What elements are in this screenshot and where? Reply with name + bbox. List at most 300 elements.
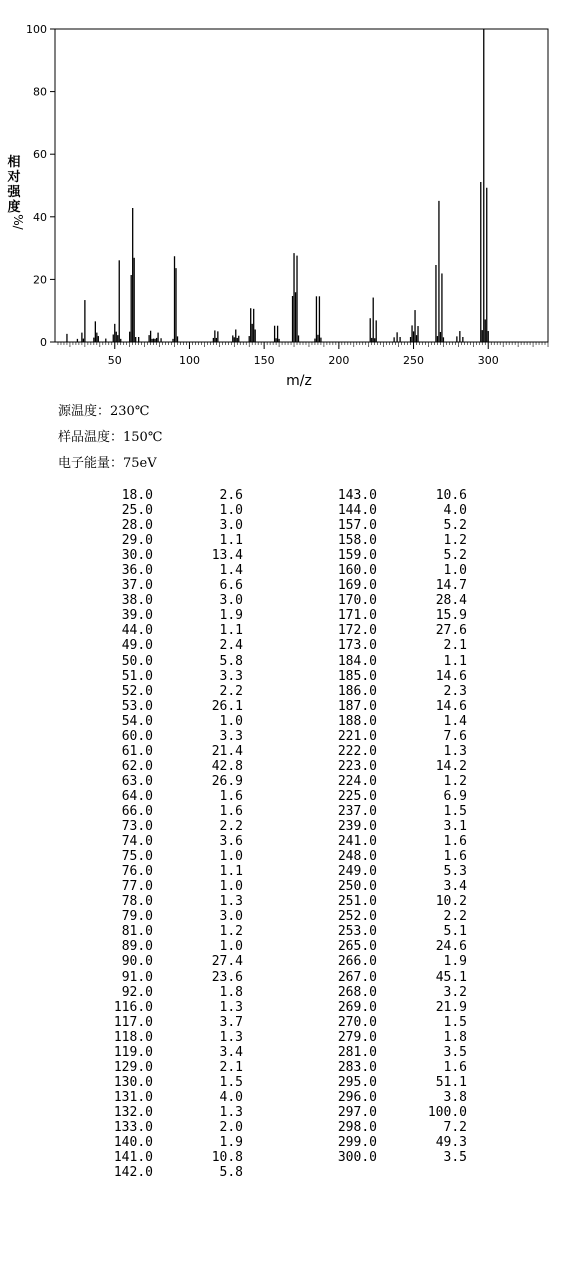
abundance-value: 1.6 xyxy=(443,1059,467,1075)
abundance-value: 2.2 xyxy=(443,909,467,925)
mz-value: 298.0 xyxy=(337,1119,377,1135)
abundance-value: 2.2 xyxy=(219,683,243,699)
abundance-value: 23.6 xyxy=(211,969,243,985)
mz-value: 75.0 xyxy=(121,849,153,865)
mz-value: 265.0 xyxy=(337,939,377,955)
mz-value: 300.0 xyxy=(337,1150,377,1166)
table-row xyxy=(302,1000,482,1015)
table-row xyxy=(302,563,482,578)
mz-value: 92.0 xyxy=(121,984,153,1000)
peak-table-left xyxy=(80,488,260,1180)
table-row xyxy=(80,729,260,744)
abundance-value: 3.8 xyxy=(443,1089,467,1105)
mz-value: 29.0 xyxy=(121,533,153,549)
table-row xyxy=(302,714,482,729)
table-row xyxy=(80,608,260,623)
mz-value: 295.0 xyxy=(337,1074,377,1090)
abundance-value: 3.5 xyxy=(443,1044,467,1060)
abundance-value: 3.0 xyxy=(219,909,243,925)
mz-value: 25.0 xyxy=(121,503,153,519)
table-row xyxy=(80,684,260,699)
abundance-value: 26.1 xyxy=(211,698,243,714)
table-row xyxy=(80,849,260,864)
table-row xyxy=(302,548,482,563)
table-row xyxy=(302,1060,482,1075)
abundance-value: 1.3 xyxy=(219,999,243,1015)
abundance-value: 3.0 xyxy=(219,518,243,534)
abundance-value: 14.6 xyxy=(435,668,467,684)
abundance-value: 28.4 xyxy=(435,593,467,609)
table-row xyxy=(80,894,260,909)
mz-value: 252.0 xyxy=(337,909,377,925)
table-row xyxy=(80,879,260,894)
abundance-value: 3.1 xyxy=(443,819,467,835)
abundance-value: 3.2 xyxy=(443,984,467,1000)
mz-value: 30.0 xyxy=(121,548,153,564)
table-row xyxy=(80,563,260,578)
mz-value: 253.0 xyxy=(337,924,377,940)
table-row xyxy=(80,1045,260,1060)
table-row xyxy=(80,1165,260,1180)
abundance-value: 21.4 xyxy=(211,743,243,759)
y-tick-label: 100 xyxy=(26,23,47,36)
x-axis-ticks xyxy=(108,342,499,367)
mz-value: 267.0 xyxy=(337,969,377,985)
mz-value: 52.0 xyxy=(121,683,153,699)
mz-value: 283.0 xyxy=(337,1059,377,1075)
table-row xyxy=(302,804,482,819)
table-row xyxy=(302,819,482,834)
table-row xyxy=(302,834,482,849)
abundance-value: 1.0 xyxy=(219,849,243,865)
mz-value: 223.0 xyxy=(337,758,377,774)
mz-value: 63.0 xyxy=(121,773,153,789)
abundance-value: 3.4 xyxy=(443,879,467,895)
abundance-value: 4.0 xyxy=(219,1089,243,1105)
table-row xyxy=(80,864,260,879)
mz-value: 18.0 xyxy=(121,488,153,503)
source-temperature: 源温度：230℃ xyxy=(58,404,150,419)
table-row xyxy=(302,954,482,969)
mz-value: 266.0 xyxy=(337,954,377,970)
abundance-value: 49.3 xyxy=(435,1135,467,1151)
abundance-value: 1.2 xyxy=(443,533,467,549)
mz-value: 39.0 xyxy=(121,608,153,624)
abundance-value: 10.2 xyxy=(435,894,467,910)
mz-value: 131.0 xyxy=(113,1089,153,1105)
mz-value: 159.0 xyxy=(337,548,377,564)
abundance-value: 1.0 xyxy=(219,939,243,955)
mz-value: 184.0 xyxy=(337,653,377,669)
abundance-value: 1.6 xyxy=(443,834,467,850)
peak-bars xyxy=(67,29,488,342)
abundance-value: 1.4 xyxy=(443,713,467,729)
mz-value: 78.0 xyxy=(121,894,153,910)
table-row xyxy=(80,985,260,1000)
abundance-value: 5.8 xyxy=(219,1165,243,1181)
abundance-value: 27.6 xyxy=(435,623,467,639)
mz-value: 169.0 xyxy=(337,578,377,594)
abundance-value: 13.4 xyxy=(211,548,243,564)
mz-value: 81.0 xyxy=(121,924,153,940)
table-row xyxy=(302,654,482,669)
abundance-value: 3.3 xyxy=(219,668,243,684)
table-row xyxy=(302,1135,482,1150)
table-row xyxy=(302,518,482,533)
table-row xyxy=(302,638,482,653)
mz-value: 250.0 xyxy=(337,879,377,895)
abundance-value: 1.1 xyxy=(219,623,243,639)
y-tick-label: 0 xyxy=(40,336,47,349)
mz-value: 224.0 xyxy=(337,773,377,789)
mz-value: 37.0 xyxy=(121,578,153,594)
mz-value: 251.0 xyxy=(337,894,377,910)
mz-value: 79.0 xyxy=(121,909,153,925)
x-tick-label: 300 xyxy=(477,354,499,367)
abundance-value: 1.8 xyxy=(443,1029,467,1045)
mz-value: 225.0 xyxy=(337,788,377,804)
mz-value: 248.0 xyxy=(337,849,377,865)
abundance-value: 3.5 xyxy=(443,1150,467,1166)
mass-spectrum-chart xyxy=(0,0,570,395)
mz-value: 299.0 xyxy=(337,1135,377,1151)
table-row xyxy=(302,864,482,879)
table-row xyxy=(302,985,482,1000)
abundance-value: 3.0 xyxy=(219,593,243,609)
abundance-value: 4.0 xyxy=(443,503,467,519)
mz-value: 129.0 xyxy=(113,1059,153,1075)
table-row xyxy=(80,488,260,503)
mz-value: 157.0 xyxy=(337,518,377,534)
mz-value: 239.0 xyxy=(337,819,377,835)
mz-value: 74.0 xyxy=(121,834,153,850)
mz-value: 270.0 xyxy=(337,1014,377,1030)
x-axis-label: m/z xyxy=(286,373,312,389)
mz-value: 170.0 xyxy=(337,593,377,609)
table-row xyxy=(302,744,482,759)
table-row xyxy=(80,699,260,714)
abundance-value: 51.1 xyxy=(435,1074,467,1090)
abundance-value: 1.3 xyxy=(219,1029,243,1045)
y-axis-label-char: 对 xyxy=(7,170,21,185)
table-row xyxy=(80,819,260,834)
table-row xyxy=(80,939,260,954)
mz-value: 171.0 xyxy=(337,608,377,624)
mz-value: 186.0 xyxy=(337,683,377,699)
table-row xyxy=(302,533,482,548)
mz-value: 51.0 xyxy=(121,668,153,684)
table-row xyxy=(80,1000,260,1015)
abundance-value: 100.0 xyxy=(427,1104,467,1120)
abundance-value: 1.2 xyxy=(219,924,243,940)
table-row xyxy=(80,759,260,774)
table-row xyxy=(80,1030,260,1045)
mz-value: 28.0 xyxy=(121,518,153,534)
mz-value: 141.0 xyxy=(113,1150,153,1166)
mz-value: 64.0 xyxy=(121,788,153,804)
abundance-value: 2.6 xyxy=(219,488,243,503)
table-row xyxy=(80,1015,260,1030)
mz-value: 297.0 xyxy=(337,1104,377,1120)
abundance-value: 1.0 xyxy=(443,563,467,579)
y-axis-ticks xyxy=(26,23,55,349)
mz-value: 160.0 xyxy=(337,563,377,579)
table-row xyxy=(80,774,260,789)
mz-value: 91.0 xyxy=(121,969,153,985)
x-tick-label: 50 xyxy=(107,354,122,367)
mz-value: 144.0 xyxy=(337,503,377,519)
mz-value: 36.0 xyxy=(121,563,153,579)
table-row xyxy=(302,699,482,714)
electron-energy: 电子能量：75eV xyxy=(58,456,157,471)
mz-value: 268.0 xyxy=(337,984,377,1000)
mz-value: 62.0 xyxy=(121,758,153,774)
mz-value: 66.0 xyxy=(121,803,153,819)
abundance-value: 27.4 xyxy=(211,954,243,970)
mz-value: 61.0 xyxy=(121,743,153,759)
mz-value: 76.0 xyxy=(121,864,153,880)
abundance-value: 5.1 xyxy=(443,924,467,940)
mz-value: 49.0 xyxy=(121,638,153,654)
mz-value: 279.0 xyxy=(337,1029,377,1045)
table-row xyxy=(80,954,260,969)
table-row xyxy=(302,970,482,985)
table-row xyxy=(80,669,260,684)
mz-value: 133.0 xyxy=(113,1119,153,1135)
mz-value: 185.0 xyxy=(337,668,377,684)
table-row xyxy=(80,503,260,518)
table-row xyxy=(80,1090,260,1105)
sample-temperature: 样品温度：150℃ xyxy=(58,430,163,445)
mz-value: 38.0 xyxy=(121,593,153,609)
abundance-value: 7.6 xyxy=(443,728,467,744)
x-tick-label: 100 xyxy=(178,354,200,367)
mz-value: 44.0 xyxy=(121,623,153,639)
abundance-value: 2.0 xyxy=(219,1119,243,1135)
abundance-value: 1.0 xyxy=(219,503,243,519)
table-row xyxy=(302,729,482,744)
abundance-value: 3.3 xyxy=(219,728,243,744)
mz-value: 53.0 xyxy=(121,698,153,714)
abundance-value: 1.5 xyxy=(443,1014,467,1030)
mz-value: 89.0 xyxy=(121,939,153,955)
table-row xyxy=(302,1045,482,1060)
table-row xyxy=(302,1090,482,1105)
mz-value: 77.0 xyxy=(121,879,153,895)
abundance-value: 14.6 xyxy=(435,698,467,714)
mz-value: 188.0 xyxy=(337,713,377,729)
abundance-value: 2.1 xyxy=(443,638,467,654)
abundance-value: 2.4 xyxy=(219,638,243,654)
abundance-value: 6.6 xyxy=(219,578,243,594)
table-row xyxy=(80,909,260,924)
table-row xyxy=(302,503,482,518)
abundance-value: 1.3 xyxy=(443,743,467,759)
abundance-value: 1.5 xyxy=(219,1074,243,1090)
abundance-value: 6.9 xyxy=(443,788,467,804)
abundance-value: 42.8 xyxy=(211,758,243,774)
mz-value: 237.0 xyxy=(337,803,377,819)
abundance-value: 1.5 xyxy=(443,803,467,819)
abundance-value: 14.2 xyxy=(435,758,467,774)
abundance-value: 1.9 xyxy=(443,954,467,970)
table-row xyxy=(80,1105,260,1120)
table-row xyxy=(302,894,482,909)
abundance-value: 2.1 xyxy=(219,1059,243,1075)
table-row xyxy=(302,849,482,864)
table-row xyxy=(80,1135,260,1150)
table-row xyxy=(302,1120,482,1135)
abundance-value: 24.6 xyxy=(435,939,467,955)
x-tick-label: 150 xyxy=(253,354,275,367)
abundance-value: 1.9 xyxy=(219,1135,243,1151)
abundance-value: 1.2 xyxy=(443,773,467,789)
table-row xyxy=(302,789,482,804)
table-row xyxy=(302,1075,482,1090)
mz-value: 117.0 xyxy=(113,1014,153,1030)
mz-value: 90.0 xyxy=(121,954,153,970)
x-tick-label: 250 xyxy=(403,354,425,367)
abundance-value: 2.2 xyxy=(219,819,243,835)
y-axis-label xyxy=(6,154,25,231)
table-row xyxy=(80,548,260,563)
table-row xyxy=(302,1105,482,1120)
x-axis-minor-ticks xyxy=(58,342,548,347)
table-row xyxy=(80,654,260,669)
table-row xyxy=(80,1075,260,1090)
abundance-value: 1.3 xyxy=(219,894,243,910)
table-row xyxy=(302,1030,482,1045)
mz-value: 54.0 xyxy=(121,713,153,729)
mz-value: 281.0 xyxy=(337,1044,377,1060)
mz-value: 60.0 xyxy=(121,728,153,744)
table-row xyxy=(302,669,482,684)
table-row xyxy=(80,623,260,638)
table-row xyxy=(302,1150,482,1165)
table-row xyxy=(80,804,260,819)
abundance-value: 10.8 xyxy=(211,1150,243,1166)
mz-value: 142.0 xyxy=(113,1165,153,1181)
mz-value: 50.0 xyxy=(121,653,153,669)
abundance-value: 26.9 xyxy=(211,773,243,789)
abundance-value: 2.3 xyxy=(443,683,467,699)
table-row xyxy=(80,744,260,759)
table-row xyxy=(302,1015,482,1030)
abundance-value: 1.8 xyxy=(219,984,243,1000)
mz-value: 172.0 xyxy=(337,623,377,639)
y-axis-label-unit: %/ xyxy=(11,214,25,230)
table-row xyxy=(80,593,260,608)
mz-value: 143.0 xyxy=(337,488,377,503)
abundance-value: 10.6 xyxy=(435,488,467,503)
abundance-value: 3.6 xyxy=(219,834,243,850)
table-row xyxy=(80,1120,260,1135)
abundance-value: 1.1 xyxy=(219,533,243,549)
table-row xyxy=(80,834,260,849)
y-tick-label: 60 xyxy=(33,148,47,162)
mz-value: 118.0 xyxy=(113,1029,153,1045)
table-row xyxy=(80,1150,260,1165)
mz-value: 158.0 xyxy=(337,533,377,549)
abundance-value: 45.1 xyxy=(435,969,467,985)
abundance-value: 1.6 xyxy=(219,803,243,819)
mz-value: 140.0 xyxy=(113,1135,153,1151)
table-row xyxy=(80,970,260,985)
mz-value: 269.0 xyxy=(337,999,377,1015)
table-row xyxy=(302,488,482,503)
abundance-value: 1.6 xyxy=(219,788,243,804)
mz-value: 241.0 xyxy=(337,834,377,850)
abundance-value: 5.2 xyxy=(443,548,467,564)
table-row xyxy=(80,578,260,593)
table-row xyxy=(302,759,482,774)
abundance-value: 1.1 xyxy=(443,653,467,669)
abundance-value: 5.8 xyxy=(219,653,243,669)
abundance-value: 1.3 xyxy=(219,1104,243,1120)
abundance-value: 1.1 xyxy=(219,864,243,880)
abundance-value: 1.4 xyxy=(219,563,243,579)
table-row xyxy=(302,924,482,939)
peak-table-right xyxy=(302,488,482,1165)
table-row xyxy=(302,909,482,924)
x-tick-label: 200 xyxy=(328,354,350,367)
mz-value: 119.0 xyxy=(113,1044,153,1060)
y-axis-label-char: 相 xyxy=(7,155,21,170)
abundance-value: 5.3 xyxy=(443,864,467,880)
abundance-value: 5.2 xyxy=(443,518,467,534)
abundance-value: 14.7 xyxy=(435,578,467,594)
mz-value: 222.0 xyxy=(337,743,377,759)
abundance-value: 1.9 xyxy=(219,608,243,624)
abundance-value: 7.2 xyxy=(443,1119,467,1135)
abundance-value: 1.0 xyxy=(219,713,243,729)
mz-value: 116.0 xyxy=(113,999,153,1015)
y-tick-label: 40 xyxy=(33,210,47,224)
abundance-value: 3.4 xyxy=(219,1044,243,1060)
table-row xyxy=(302,774,482,789)
abundance-value: 3.7 xyxy=(219,1014,243,1030)
mz-value: 249.0 xyxy=(337,864,377,880)
abundance-value: 15.9 xyxy=(435,608,467,624)
table-row xyxy=(302,623,482,638)
mz-value: 132.0 xyxy=(113,1104,153,1120)
abundance-value: 1.0 xyxy=(219,879,243,895)
table-row xyxy=(302,578,482,593)
table-row xyxy=(302,939,482,954)
table-row xyxy=(80,533,260,548)
table-row xyxy=(80,518,260,533)
table-row xyxy=(80,1060,260,1075)
mz-value: 173.0 xyxy=(337,638,377,654)
mz-value: 73.0 xyxy=(121,819,153,835)
y-tick-label: 20 xyxy=(33,273,47,287)
mz-value: 296.0 xyxy=(337,1089,377,1105)
plot-frame xyxy=(55,29,548,342)
y-axis-label-char: 强 xyxy=(7,185,21,200)
abundance-value: 1.6 xyxy=(443,849,467,865)
table-row xyxy=(80,714,260,729)
table-row xyxy=(302,879,482,894)
y-axis-label-char: 度 xyxy=(7,200,21,215)
table-row xyxy=(302,593,482,608)
table-row xyxy=(80,924,260,939)
y-tick-label: 80 xyxy=(33,85,47,99)
mz-value: 187.0 xyxy=(337,698,377,714)
mz-value: 130.0 xyxy=(113,1074,153,1090)
table-row xyxy=(80,638,260,653)
table-row xyxy=(302,608,482,623)
table-row xyxy=(80,789,260,804)
